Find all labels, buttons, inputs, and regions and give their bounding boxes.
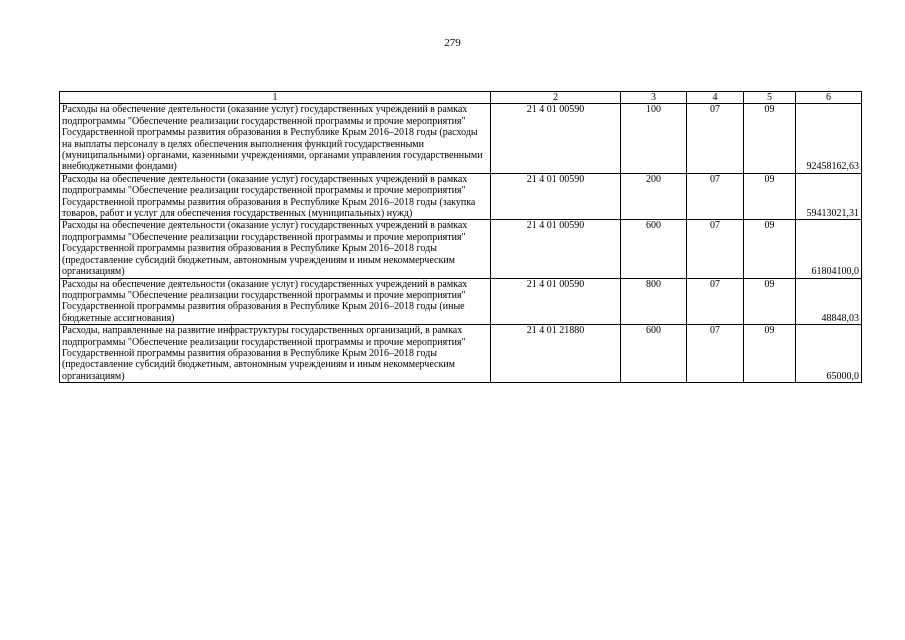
row-amount: 65000,0	[796, 325, 862, 383]
row-section: 07	[687, 278, 744, 325]
row-description: Расходы на обеспечение деятельности (оказание услуг) государственных учреждений в рамках подпрограммы "Обеспечение реализации государственной программы и прочие мероприятия" Государственной программы развития образования в Республике Крым 2016–2018 годы (расходы на выплаты персоналу в целях обеспечения выполнения функций государственными (муниципальными) органами, казенными учреждениями, органами управления государственными внебюджетными фондами)	[60, 104, 491, 173]
row-type: 200	[621, 173, 687, 220]
row-amount: 59413021,31	[796, 173, 862, 220]
row-description: Расходы на обеспечение деятельности (оказание услуг) государственных учреждений в рамках подпрограммы "Обеспечение реализации государственной программы и прочие мероприятия" Государственной программы развития образования в Республике Крым 2016–2018 годы (закупка товаров, работ и услуг для обеспечения государственных (муниципальных) нужд)	[60, 173, 491, 220]
row-subsection: 09	[744, 104, 796, 173]
row-code: 21 4 01 00590	[491, 104, 621, 173]
row-section: 07	[687, 220, 744, 278]
table-row	[60, 325, 862, 383]
table-row	[60, 278, 862, 325]
row-section: 07	[687, 173, 744, 220]
row-type: 600	[621, 220, 687, 278]
row-code: 21 4 01 21880	[491, 325, 621, 383]
table-row	[60, 173, 862, 220]
row-description: Расходы, направленные на развитие инфраструктуры государственных организаций, в рамках подпрограммы "Обеспечение реализации государственной программы и прочие мероприятия" Государственной программы развития образования в Республике Крым 2016–2018 годы (предоставление субсидий бюджетным, автономным учреждениям и иным некоммерческим организациям)	[60, 325, 491, 383]
row-amount: 61804100,0	[796, 220, 862, 278]
row-type: 100	[621, 104, 687, 173]
row-subsection: 09	[744, 173, 796, 220]
table-row	[60, 220, 862, 278]
row-subsection: 09	[744, 325, 796, 383]
row-description: Расходы на обеспечение деятельности (оказание услуг) государственных учреждений в рамках подпрограммы "Обеспечение реализации государственной программы и прочие мероприятия" Государственной программы развития образования в Республике Крым 2016–2018 годы (иные бюджетные ассигнования)	[60, 278, 491, 325]
column-header: 5	[744, 92, 796, 104]
table-header-row	[60, 92, 862, 104]
row-code: 21 4 01 00590	[491, 278, 621, 325]
row-amount: 92458162,63	[796, 104, 862, 173]
row-code: 21 4 01 00590	[491, 173, 621, 220]
row-section: 07	[687, 104, 744, 173]
table-row	[60, 104, 862, 173]
column-header: 1	[60, 92, 491, 104]
row-description: Расходы на обеспечение деятельности (оказание услуг) государственных учреждений в рамках подпрограммы "Обеспечение реализации государственной программы и прочие мероприятия" Государственной программы развития образования в Республике Крым 2016–2018 годы (предоставление субсидий бюджетным, автономным учреждениям и иным некоммерческим организациям)	[60, 220, 491, 278]
page-number: 279	[444, 37, 461, 49]
row-code: 21 4 01 00590	[491, 220, 621, 278]
row-subsection: 09	[744, 278, 796, 325]
row-type: 800	[621, 278, 687, 325]
budget-table	[59, 91, 862, 383]
column-header: 4	[687, 92, 744, 104]
row-type: 600	[621, 325, 687, 383]
column-header: 3	[621, 92, 687, 104]
row-amount: 48848,03	[796, 278, 862, 325]
row-section: 07	[687, 325, 744, 383]
row-subsection: 09	[744, 220, 796, 278]
column-header: 6	[796, 92, 862, 104]
column-header: 2	[491, 92, 621, 104]
